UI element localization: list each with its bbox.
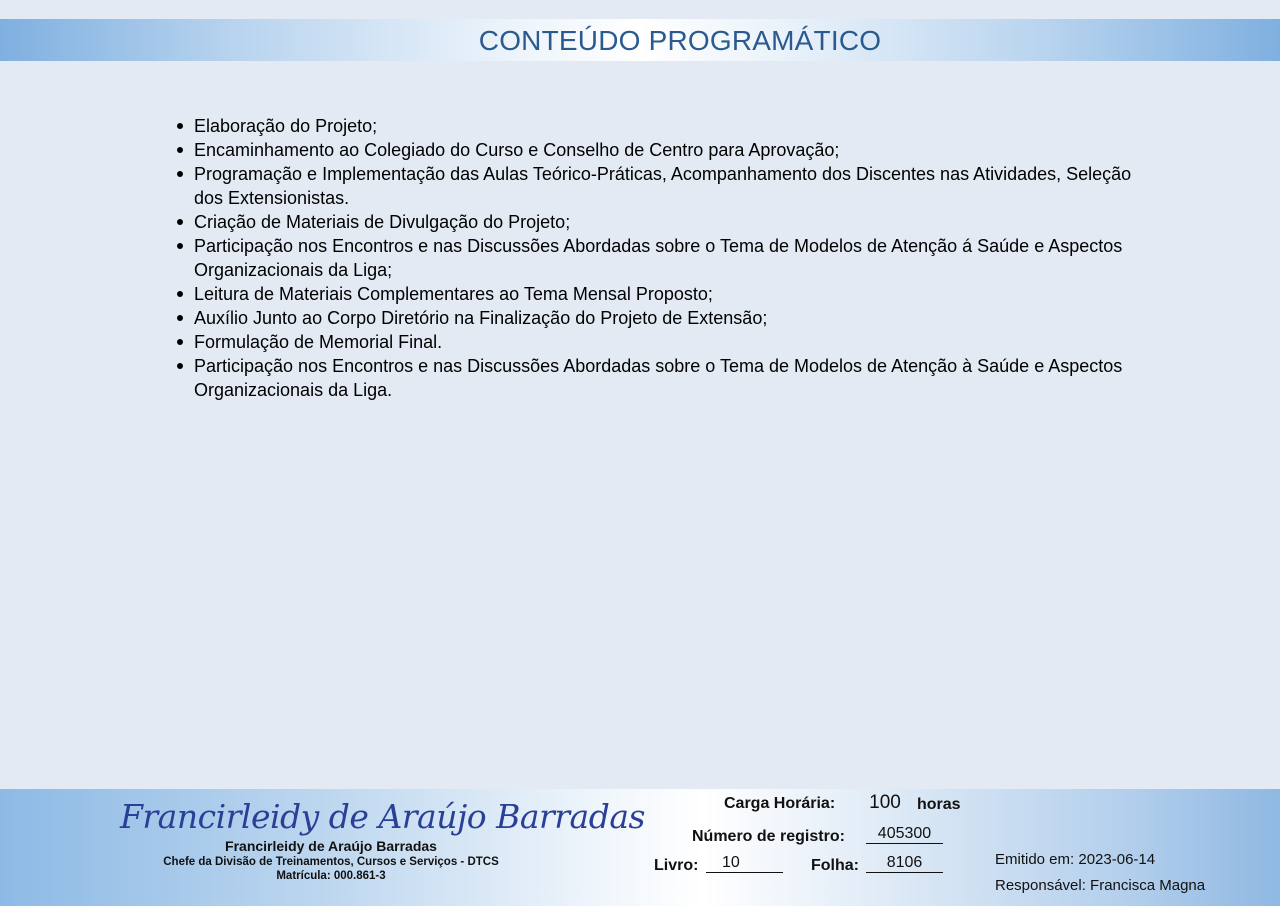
list-item: Auxílio Junto ao Corpo Diretório na Finalização do Projeto de Extensão; (194, 306, 1154, 330)
registry-label: Número de registro: (692, 828, 845, 845)
sheet-label: Folha: (811, 857, 859, 874)
signer-id: Matrícula: 000.861-3 (276, 870, 386, 882)
list-item: Participação nos Encontros e nas Discussões Abordadas sobre o Tema de Modelos de Atenção à Saúde e Aspectos Organizacionais da Liga. (194, 354, 1154, 402)
list-item: Encaminhamento ao Colegiado do Curso e Conselho de Centro para Aprovação; (194, 138, 1154, 162)
signer-role: Chefe da Divisão de Treinamentos, Cursos e Serviços - DTCS (163, 856, 499, 868)
list-item: Leitura de Materiais Complementares ao Tema Mensal Proposto; (194, 282, 1154, 306)
topic-list (194, 114, 1154, 402)
signer-name: Francirleidy de Araújo Barradas (225, 838, 437, 854)
book-value: 10 (706, 854, 783, 873)
list-item: Criação de Materiais de Divulgação do Projeto; (194, 210, 1154, 234)
registry-value: 405300 (866, 825, 943, 844)
book-label: Livro: (654, 857, 699, 874)
issued-date: Emitido em: 2023-06-14 (995, 851, 1156, 868)
list-item: Elaboração do Projeto; (194, 114, 1154, 138)
workload-label: Carga Horária: (724, 795, 836, 812)
list-item: Programação e Implementação das Aulas Teórico-Práticas, Acompanhamento dos Discentes nas Atividades, Seleção dos Extensionistas. (194, 162, 1154, 210)
page-title: CONTEÚDO PROGRAMÁTICO (478, 25, 882, 56)
workload-unit: horas (917, 796, 961, 813)
sheet-value: 8106 (866, 854, 943, 873)
list-item: Participação nos Encontros e nas Discussões Abordadas sobre o Tema de Modelos de Atenção á Saúde e Aspectos Organizacionais da Liga; (194, 234, 1154, 282)
workload-value: 100 (869, 792, 901, 813)
signature: Francirleidy de Araújo Barradas (120, 797, 645, 836)
responsible: Responsável: Francisca Magna (995, 877, 1206, 894)
header-band (0, 19, 1280, 61)
list-item: Formulação de Memorial Final. (194, 330, 1154, 354)
